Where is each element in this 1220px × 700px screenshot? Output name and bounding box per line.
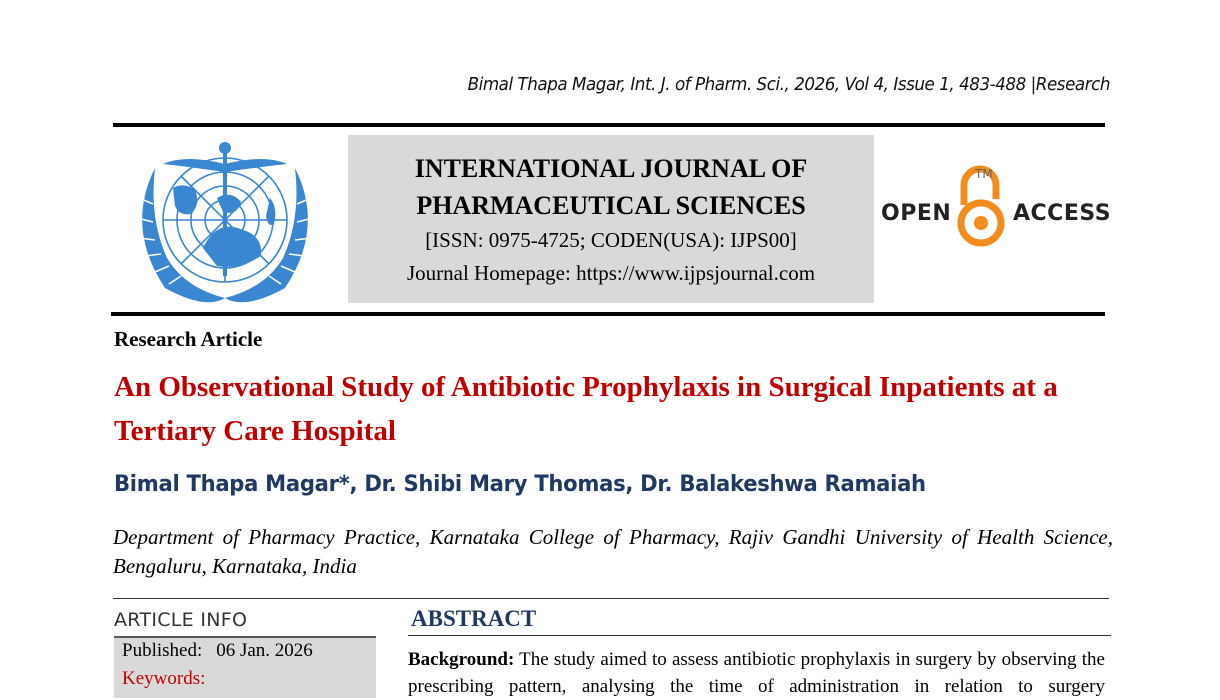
trademark-label: TM [975, 167, 993, 181]
journal-homepage-link[interactable]: Journal Homepage: https://www.ijpsjournal.com [406, 261, 816, 285]
background-text: The study aimed to assess antibiotic prophylaxis in surgery by observing the prescribing pattern, analysing the time of administration in relation to surgery [408, 649, 1105, 697]
article-info-heading: ARTICLE INFO [114, 609, 248, 631]
keywords-label: Keywords: [122, 668, 206, 689]
abstract-rule [408, 635, 1111, 636]
open-access-badge [880, 165, 1110, 255]
author-affiliation: Department of Pharmacy Practice, Karnataka College of Pharmacy, Rajiv Gandhi University of Health Science, Bengaluru, Karnataka, India [113, 525, 1113, 578]
article-title: An Observational Study of Antibiotic Prophylaxis in Surgical Inpatients at a Tertiary Care Hospital [114, 371, 1058, 447]
published-label: Published: [122, 640, 203, 661]
journal-emblem-icon [125, 138, 325, 306]
journal-title-line1: INTERNATIONAL JOURNAL OF [414, 154, 808, 183]
article-authors: Bimal Thapa Magar*, Dr. Shibi Mary Thomas, Dr. Balakeshwa Ramaiah [114, 472, 926, 497]
abstract-text [408, 646, 1105, 700]
issn-line: [ISSN: 0975-4725; CODEN(USA): IJPS00] [425, 228, 797, 252]
abstract-heading: ABSTRACT [411, 606, 537, 631]
header-top-rule [113, 123, 1105, 127]
background-label: Background: [408, 649, 515, 670]
header-bottom-rule [111, 312, 1105, 316]
article-info-box [114, 636, 376, 698]
section-divider [113, 598, 1109, 599]
open-access-label-access: ACCESS [1013, 201, 1112, 226]
journal-masthead [348, 135, 874, 303]
article-type: Research Article [114, 327, 263, 351]
published-date: 06 Jan. 2026 [216, 640, 313, 661]
published-row [122, 640, 313, 662]
running-head: Bimal Thapa Magar, Int. J. of Pharm. Sci., 2026, Vol 4, Issue 1, 483-488 |Research [467, 74, 1111, 95]
journal-title-line2: PHARMACEUTICAL SCIENCES [416, 191, 806, 220]
open-access-label-open: OPEN [881, 201, 952, 226]
